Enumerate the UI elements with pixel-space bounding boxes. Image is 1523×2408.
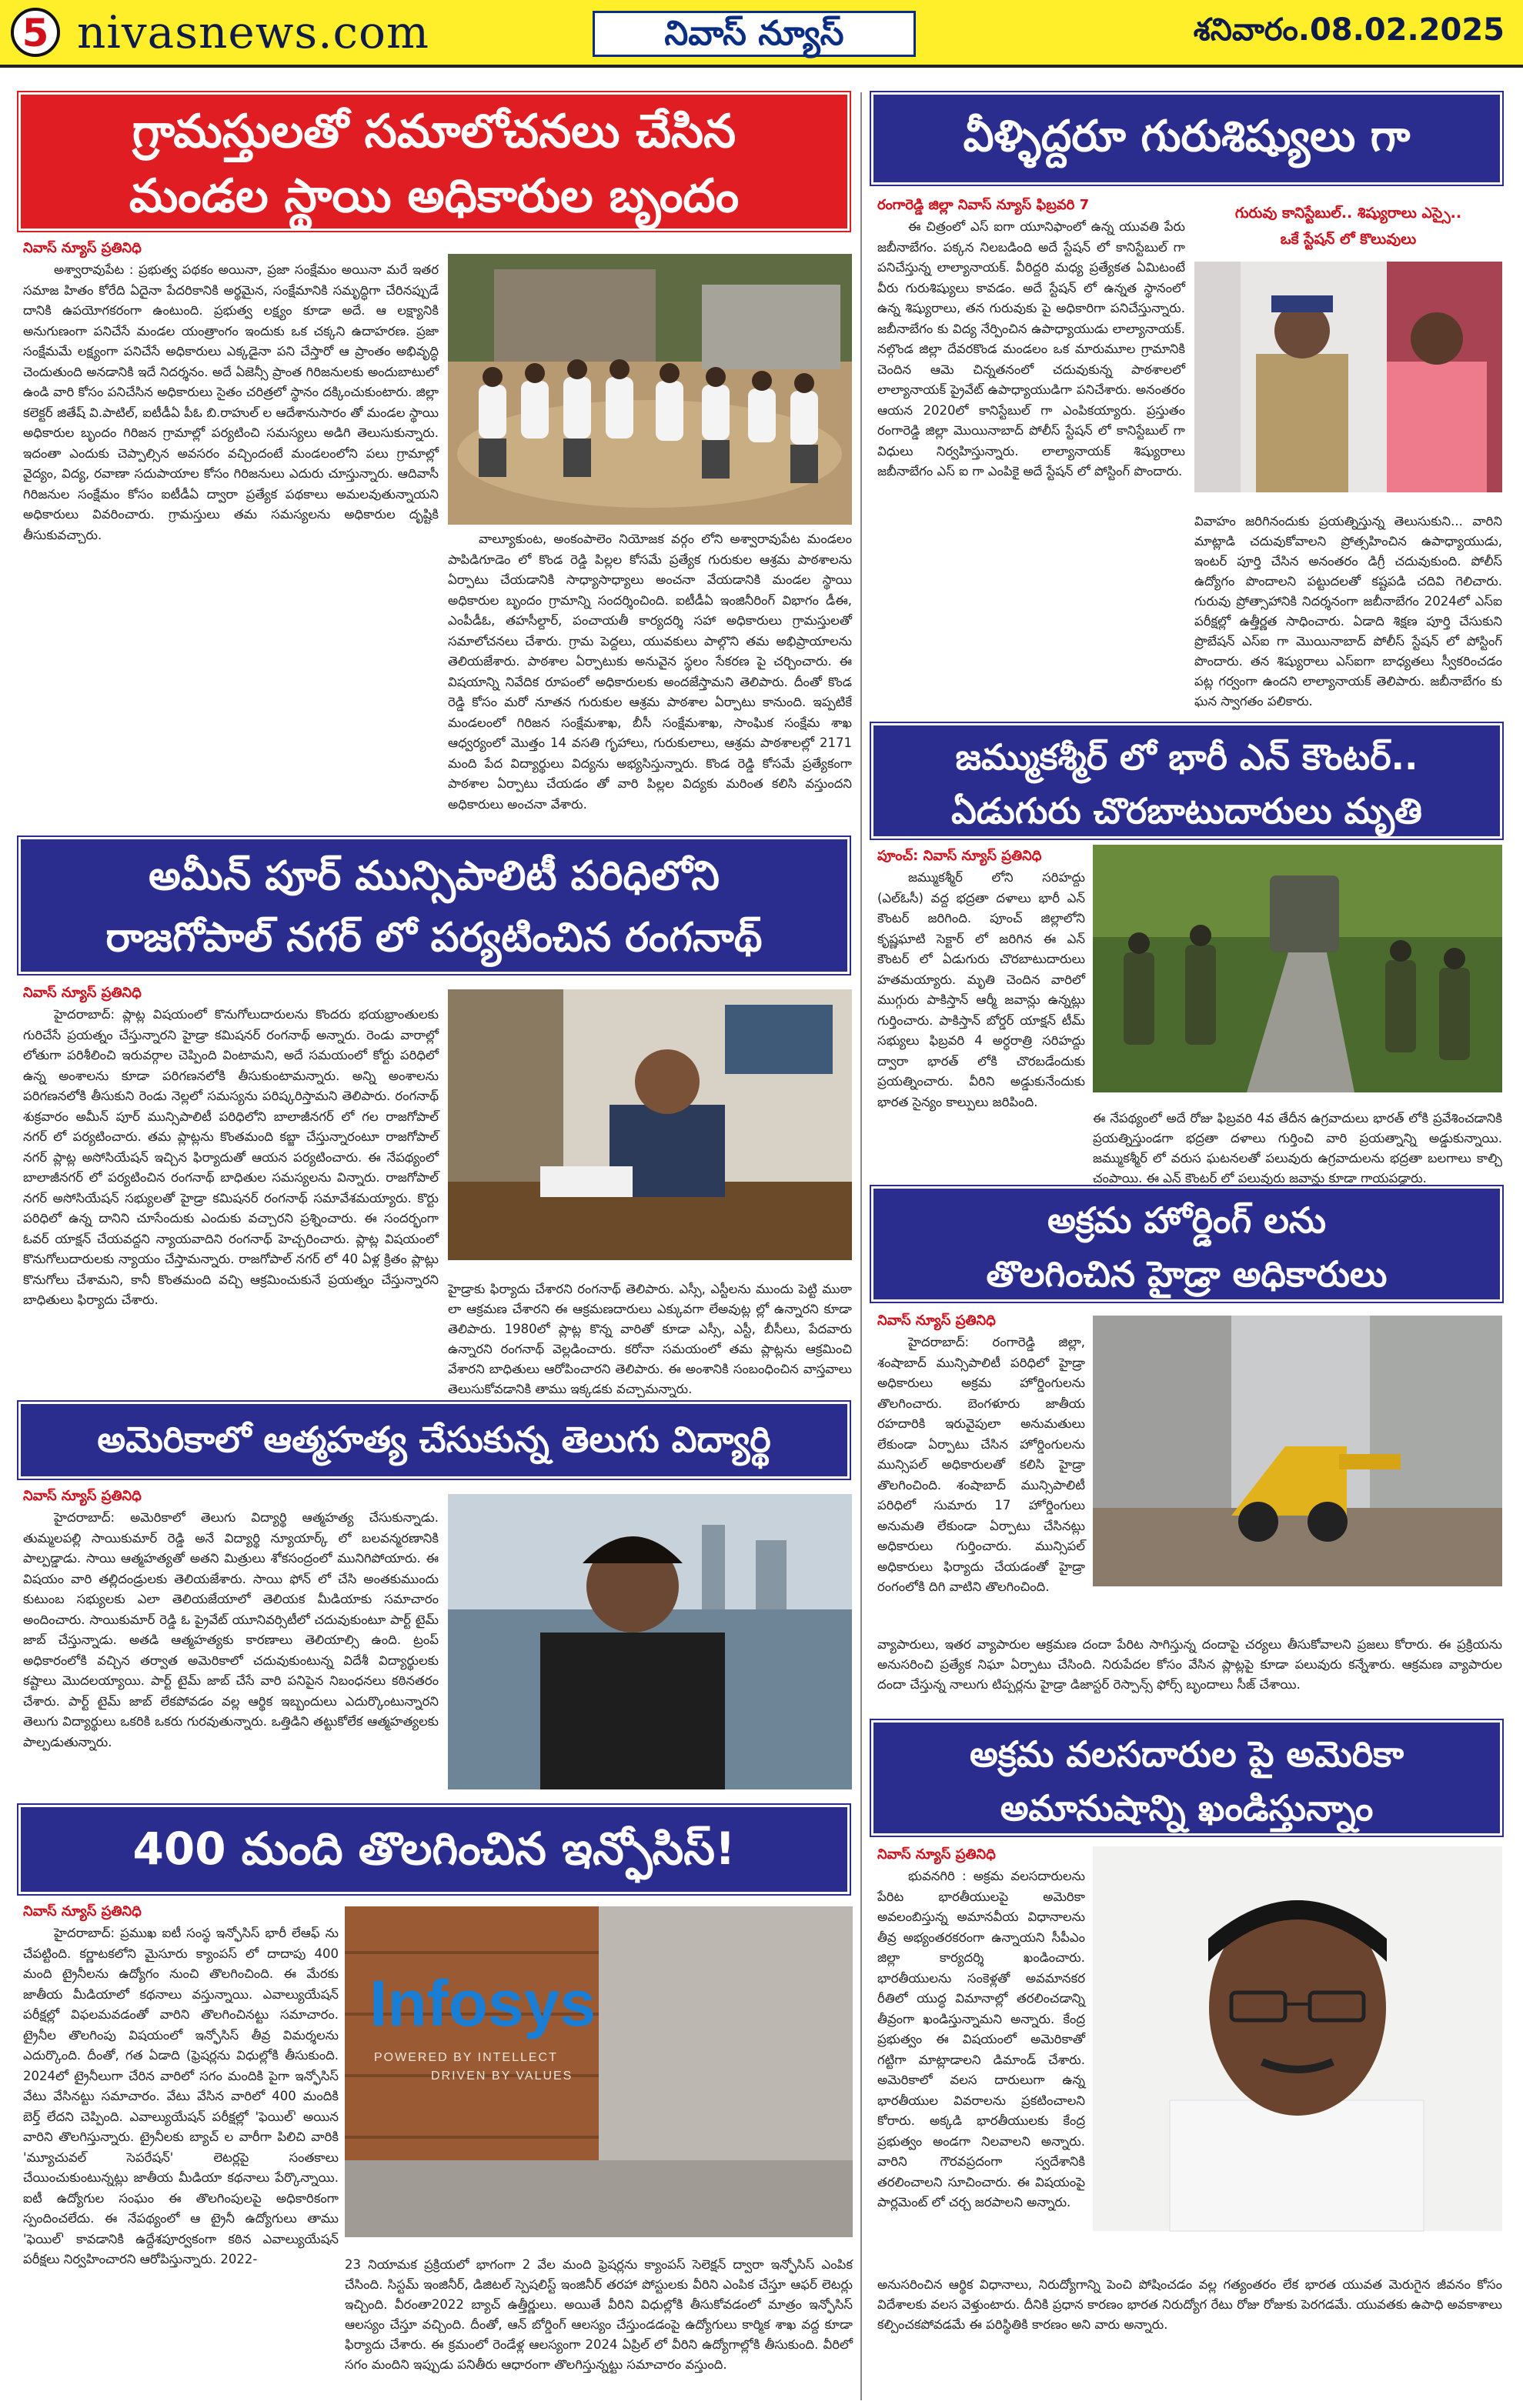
- meeting-photo: [448, 254, 852, 525]
- byline: పూంచ్: నివాస్ న్యూస్ ప్రతినిధి: [877, 848, 1042, 864]
- article-body: [877, 868, 1085, 1109]
- headline-ameenpur: [18, 837, 850, 974]
- article-text: జమ్ముకశ్మీర్ లోని సరిహద్దు (ఎల్ఓసీ) వద్ద భద్రతా దళాలు భారీ ఎన్ కౌంటర్ జరిగింది. పూంచ్ జిల్లాలోని కృష్ణఘాటి సెక్టార్ లో జరిగిన ఈ ఎన్ కౌంటర్ లో ఏడుగురు చొరబాటుదారులు హతమయ్యారు. మృతి చెందిన వారిలో ముగ్గురు పాకిస్తాన్ ఆర్మీ జవాన్లు ఉన్నట్లు గుర్తించారు. పాకిస్తాన్ బోర్డర్ యాక్షన్ టీమ్ సభ్యులు ఫిబ్రవరి 4 అర్ధరాత్రి సరిహద్దు ద్వారా భారత్ లోకి చొరబడేందుకు ప్రయత్నించారు. వీరిని అడ్డుకునేందుకు భారత సైన్యం కాల్పులు జరిపింది.: [877, 870, 1085, 1109]
- article-text: అశ్వారావుపేట : ప్రభుత్వ పథకం అయినా, ప్రజా సంక్షేమం అయినా మరే ఇతర సమాజ హితం కోరేది ఏదైనా పేదరికానికి అర్థమైన, సంక్షేమానికి సమృద్ధిగా చేరినప్పుడే దానికి ఉపయోగకరంగా ఉంటుంది. ప్రభుత్వ లక్ష్యం కూడా అదే. ఆ లక్ష్యానికి అనుగుణంగా పనిచేసే మండల యంత్రాంగం ఇందుకు ఒక చక్కని ఉదాహరణ. ప్రజా సంక్షేమమే లక్ష్యంగా పనిచేసే అధికారులు ఎక్కడైనా పని చేస్తారో ఆ ప్రాంతం అభివృద్ధి చెందుతుంది అనడానికి ఇదే నిదర్శనం. అదే ఏజెన్సీ ప్రాంత గిరిజనులకు అందుబాటులో ఉండి వారి కోసం పనిచేసిన అధికారులు సైతం చరిత్రలో స్థానం దక్కించుకుంటారు. జిల్లా కలెక్టర్ జితేష్ వి.పాటిల్, ఐటీడీఏ పీఓ బి.రాహుల్ ల ఆదేశానుసారం తో మండల స్థాయి అధికారుల బృందం గిరిజన గ్రామాల్లో పర్యటించి సమస్యలు అడిగి తెలుసుకున్నారు. ఇదంతా ఎందుకు చెప్పాల్సిన అవసరం వచ్చిందంటే మండలంలోని పలు గ్రామాల్లో వైద్యం, విద్య, రవాణా సదుపాయాల కోసం గిరిజనులు ఎదురు చూస్తున్నారు. ఆదివాసీ గిరిజనుల సంక్షేమం కోసం ఐటీడీఏ ద్వారా ప్రత్యేక పథకాలు అమలవుతున్నాయని అధికారులు వివరించారు. గ్రామస్తులు తమ సమస్యలను అధికారుల దృష్టికి తీసుకువచ్చారు.: [23, 262, 439, 542]
- infosys-tagline: POWERED BY INTELLECT: [374, 2051, 558, 2064]
- headline-guru-shishya: [871, 92, 1502, 185]
- article-text: హైదరాబాద్: అమెరికాలో తెలుగు విద్యార్థి ఆత్మహత్య చేసుకున్నాడు. తుమ్మలపల్లి సాయికుమార్ రెడ్డి అనే విద్యార్థి న్యూయార్క్ లో బలవన్మరణానికి పాల్పడ్డాడు. సాయి ఆత్మహత్యతో అతని మిత్రులు శోకసంద్రంలో మునిగిపోయారు. ఈ విషయం వారి తల్లిదండ్రులకు తెలియజేశారు. సాయి ఫోన్ లో చేసి అంతకుముందు కుటుంబ సభ్యులకు ఎలా తెలియజేయాలో తెలియక మీడియాకు సమాచారం అందించారు. సాయికుమార్ రెడ్డి ఓ ప్రైవేట్ యూనివర్సిటీలో చదువుకుంటూ పార్ట్ టైమ్ జాబ్ చేస్తున్నాడు. అతడి ఆత్మహత్యకు కారణాలు తెలియాల్సి ఉంది. ట్రంప్ అధికారంలోకి వచ్చిన తర్వాత అమెరికాలో చదువుకుంటున్న విదేశీ విద్యార్థులకు కష్టాలు మొదలయ్యాయి. పార్ట్ టైమ్ జాబ్ చేసే వారి పనిపైన నిబంధనలు కఠినతరం చేశారు. పార్ట్ టైమ్ జాబ్ లేకపోవడం వల్ల ఆర్థిక ఇబ్బందులు ఎదుర్కొంటున్నారని తెలుగు విద్యార్థులు ఒకరికి ఒకరు గురవుతున్నారు. ఒత్తిడిని తట్టుకోలేక ఆత్మహత్యలకు పాల్పడుతున్నారు.: [23, 1510, 439, 1749]
- article-body: [1194, 499, 1502, 709]
- headline-us-student: [18, 1402, 850, 1479]
- headline-hoardings: [871, 1186, 1502, 1302]
- article-body: [1093, 1096, 1502, 1186]
- photo-caption: [1194, 200, 1502, 262]
- guru-shishya-photo: [1194, 262, 1502, 492]
- article-body: [23, 260, 439, 854]
- photo-caption-line: గురువు కానిస్టేబుల్.. శిష్యురాలు ఎస్సై..: [1234, 205, 1462, 222]
- headline-line: 400 మంది తొలగించిన ఇన్ఫోసిస్!: [132, 1823, 736, 1875]
- headline-line: ఏడుగురు చొరబాటుదారులు మృతి: [951, 790, 1422, 832]
- article-body: [448, 1266, 852, 1396]
- article-body: [877, 217, 1185, 679]
- headline-line: జమ్ముకశ్మీర్ లో భారీ ఎన్ కౌంటర్..: [955, 736, 1418, 778]
- article-text: హైదరాబాద్: రంగారెడ్డి జిల్లా, శంషాబాద్ మున్సిపాలిటీ పరిధిలో హైడ్రా అధికారులు అక్రమ హోర్డింగులను తొలగించారు. బెంగళూరు జాతీయ రహదారికి ఇరువైపులా అనుమతులు లేకుండా ఏర్పాటు చేసిన హోర్డింగులను మున్సిపల్ అధికారులతో కలిసి హైడ్రా తొలగించింది. శంషాబాద్ మున్సిపాలిటీ పరిధిలో సుమారు 17 హోర్డింగులు అనుమతి లేకుండా ఏర్పాటు చేసినట్లు అధికారులు గుర్తించారు. మున్సిపల్ అధికారులు ఫిర్యాదు చేయడంతో హైడ్రా రంగంలోకి దిగి వాటిని తొలగించింది.: [877, 1335, 1085, 1594]
- headline-us-deportation: [871, 1720, 1502, 1836]
- publication-date: శనివారం.08.02.2025: [1193, 12, 1505, 48]
- article-body: [877, 1622, 1502, 1706]
- article-body: [877, 2262, 1502, 2385]
- headline-line: అమీన్ పూర్ మున్సిపాలిటీ పరిధిలోని: [149, 853, 720, 899]
- article-text: వివాహం జరిగినందుకు ప్రయత్నిస్తున్న తెలుసుకుని... వారిని మాట్లాడి చదువుకోవాలని ప్రోత్సహించిన ఉపాధ్యాయుడు, ఇంటర్ పూర్తి చేసిన అనంతరం డిగ్రీ చదువుకుంది. పోలీస్ ఉద్యోగం పొందాలని పట్టుదలతో కష్టపడి చదివి గెలిచారు. గురువు ప్రోత్సాహానికి నిదర్శనంగా జబీనాబేగం 2024లో ఎస్ఐ పరీక్షల్లో ఉత్తీర్ణత సాధించారు. ఏడాది శిక్షణ పూర్తి చేసుకుని ప్రొబేషన్ ఎస్ఐ గా మొయినాబాద్ పోలీస్ స్టేషన్ లో పోస్టింగ్ పొందారు. తన శిష్యురాలు ఎస్ఐగా బాధ్యతలు స్వీకరించడం పట్ల గర్వంగా ఉందని లాల్యానాయక్ తెలిపారు. జబీనాబేగం కు ఘన స్వాగతం పలికారు.: [1194, 513, 1502, 709]
- article-body: [877, 1332, 1085, 1617]
- speaker-portrait: [1093, 1846, 1502, 2231]
- infosys-tagline: DRIVEN BY VALUES: [431, 2069, 573, 2083]
- paper-name: నివాస్ న్యూస్: [593, 11, 916, 57]
- headline-line: గ్రామస్తులతో సమాలోచనలు చేసిన: [132, 105, 736, 158]
- byline: నివాస్ న్యూస్ ప్రతినిధి: [877, 1312, 996, 1329]
- article-text: అనుసరించిన ఆర్థిక విధానాలు, నిరుద్యోగాన్ని పెంచి పోషించడం వల్ల గత్యంతరం లేక భారత యువత మెరుగైన జీవనం కోసం విదేశాలకు వలస వెళ్తుంటారు. దీనికి ప్రధాన కారణం భారత నిరుద్యోగ రేటు రోజు రోజుకు పెరగడమే. యువతకు ఉపాధి అవకాశాలు కల్పించకపోవడమే ఈ పరిస్థితికి కారణం అని వారు అన్నారు.: [877, 2276, 1502, 2332]
- encounter-photo: [1093, 845, 1502, 1092]
- article-text: హైదరాబాద్: ప్లాట్ల విషయంలో కొనుగోలుదారులను కొందరు భయభ్రాంతులకు గురిచేసే ప్రయత్నం చేస్తున్నారని హైడ్రా కమిషనర్ రంగనాథ్ అన్నారు. రెండు వారాల్లో లోతుగా పరిశీలించి ఇరువర్గాల చెప్పింది వింటామని, అదే సమయంలో కోర్టు పరిధిలో ఉన్న అంశాలను కూడా పరిగణనలోకి తీసుకుంటామన్నారు. అన్ని అంశాలను పరిగణనలోకి తీసుకుని రెండు నెల్లలో సమస్యను పరిష్కరిస్తామని తెలిపారు. రంగనాథ్ శుక్రవారం అమీన్ పూర్ మున్సిపాలిటీ పరిధిలోని బాలాజీనగర్ లో గల రాజగోపాల్ నగర్ లో పర్యటించారు. తమ ప్లాట్లను కొంతమంది కబ్జా చేస్తున్నారంటూ రాజగోపాల్ నగర్ ప్లాట్ల అసోసియేషన్ ఇచ్చిన ఫిర్యాదుతో ఆయన పర్యటించారు. ఈ నేపథ్యంలో బాలాజీనగర్ లో పర్యటించిన రంగనాథ్ బాధితుల సమస్యలను విన్నారు. రాజగోపాల్ నగర్ అసోసియేషన్ సభ్యులతో హైడ్రా కమిషనర్ రంగనాథ్ సమావేశమయ్యారు. కొర్టు పరిధిలో ఉన్న దానిని చూసేందుకు ఎందుకు వచ్చారని ప్రశ్నించారు. ఈ సందర్భంగా ఓవర్ యాక్షన్ చేయవద్దని న్యాయవాదిని రంగనాథ్ హెచ్చరించారు. ప్లాట్ల విషయంలో కొనుగోలుదారులకు న్యాయం చేస్తామన్నారు. రాజగోపాల్ నగర్ లో 40 ఏళ్ల క్రితం ప్లాట్లు కొనుగోలు చేశామని, కానీ కొంతమంది వచ్చి ఆక్రమించుకునే ప్రయత్నం చేస్తున్నారని బాధితులు ఫిర్యాదు చేశారు.: [23, 1007, 439, 1307]
- infosys-logo: Infosys: [369, 1967, 596, 2039]
- photo-caption-line: ఒకే స్టేషన్ లో కొలువులు: [1280, 231, 1417, 248]
- article-body: [448, 529, 852, 854]
- article-text: భువనగిరి : అక్రమ వలసదారులను పేరిట భారతీయులపై అమెరికా అవలంబిస్తున్న అమానవీయ విధానాలను తీవ్ర అభ్యంతరకరంగా ఉన్నాయని సీపీఎం జిల్లా కార్యదర్శి ఖండించారు. భారతీయులను సంకెళ్లతో అవమానకర రీతిలో యుద్ధ విమానాల్లో తరలించడాన్ని తీవ్రంగా ఖండిస్తున్నామని అన్నారు. కేంద్ర ప్రభుత్వం ఈ విషయంలో అమెరికాతో గట్టిగా మాట్లాడాలని డిమాండ్ చేశారు. అమెరికాలో వలస దారులుగా ఉన్న భారతీయుల వివరాలను ప్రకటించాలని కోరారు. అక్కడి భారతీయులకు కేంద్ర ప్రభుత్వం అండగా నిలవాలని అన్నారు. వారిని గౌరవప్రదంగా స్వదేశానికి తరలించాలని సూచించారు. ఈ విషయంపై పార్లమెంట్ లో చర్చ జరపాలని అన్నారు.: [877, 1869, 1085, 2210]
- article-body: [877, 1866, 1085, 2259]
- byline: నివాస్ న్యూస్ ప్రతినిధి: [877, 1846, 996, 1863]
- headline-line: అక్రమ హోర్డింగ్ లను: [1047, 1199, 1327, 1241]
- headline-line: అమానుషాన్ని ఖండిస్తున్నాం: [1000, 1787, 1374, 1829]
- byline: నివాస్ న్యూస్ ప్రతినిధి: [23, 1903, 142, 1919]
- page-number: 5: [11, 8, 60, 57]
- site-name[interactable]: nivasnews.com: [77, 6, 429, 58]
- student-photo: [448, 1494, 852, 1789]
- article-text: ఈ చిత్రంలో ఎస్ ఐగా యూనిఫాంలో ఉన్న యువతి పేరు జబీనాబేగం. పక్కన నిలబడింది అదే స్టేషన్ లో కానిస్టేబుల్ గా పనిచేస్తున్న లాల్యానాయక్. వీరిద్దరి మధ్య ప్రత్యేకత ఏమిటంటే వీరు గురుశిష్యులు కావడం. అదే స్టేషన్ లో ఉన్నత స్థానంలో ఉన్న శిష్యురాలు, తన గురువుకు పై అధికారిగా పనిచేస్తున్నారు. జబీనాబేగం కు విద్య నేర్పించిన ఉపాధ్యాయుడు లాల్యానాయక్. నల్గొండ జిల్లా దేవరకొండ మండలం ఒక మారుమూల గ్రామానికి చెందిన ఆమె చిన్నతనంలో చదువుకున్న పాఠశాలలో లాల్యానాయక్ ప్రైవేట్ ఉపాధ్యాయుడిగా పనిచేశారు. అనంతరం ఆయన 2020లో కానిస్టేబుల్ గా ఎంపికయ్యారు. ప్రస్తుతం రంగారెడ్డి జిల్లా మొయినాబాద్ పోలీస్ స్టేషన్ లో కానిస్టేబుల్ గా విధులు నిర్వహిస్తున్నారు. లాల్యానాయక్ శిష్యురాలు జబీనాబేగం ఎస్ ఐ గా ఎంపికై అదే స్టేషన్ లో పోస్టింగ్ పొందారు.: [877, 219, 1185, 479]
- headline-line: అక్రమ వలసదారుల పై అమెరికా: [969, 1733, 1404, 1775]
- article-body: [23, 1508, 439, 1793]
- article-body: [23, 1923, 339, 2385]
- article-text: వాల్యూకుంట, అంకంపాలెం నియోజక వర్గం లోని అశ్వారావుపేట మండలం పాపిడిగూడెం లో కొండ రెడ్డి పిల్లల కోసమే ప్రత్యేక గురుకుల ఆశ్రమ పాఠశాలను ఏర్పాటు చేయడానికి సాధ్యాసాధ్యాలు అంచనా వేయడానికి మండల స్థాయి అధికారుల బృందం గ్రామాన్ని సందర్శించింది. ఐటీడీఏ ఇంజినీరింగ్ విభాగం డీఈ, ఎంపీడీఓ, తహసీల్దార్, పంచాయతీ కార్యదర్శి సహా అధికారులు గ్రామస్తులతో సమాలోచనలు చేశారు. గ్రామ పెద్దలు, యువకులు పాల్గొని తమ అభిప్రాయాలను తెలియజేశారు. పాఠశాల ఏర్పాటుకు అనువైన స్థలం సేకరణ పై చర్చించారు. ఈ విషయాన్ని నివేదిక రూపంలో అధికారులకు అందజేస్తామని తెలిపారు. దీంతో కొండ రెడ్డి కోసం మరో నూతన గురుకుల ఆశ్రమ పాఠశాల ఏర్పాటు కానుంది. ఇప్పటికే మండలంలో గిరిజన సంక్షేమశాఖ, బీసీ సంక్షేమశాఖ, సాంఘిక సంక్షేమ శాఖ ఆధ్వర్యంలో మొత్తం 14 వసతి గృహాలు, గురుకులాలు, ఆశ్రమ పాఠశాలల్లో 2171 మంది పేద విద్యార్థులు విద్యను అభ్యసిస్తున్నారు. కొండ రెడ్డి కోసమే ప్రత్యేకంగా పాఠశాల ఏర్పాటు చేయడం తో వారి పిల్లల విద్యకు మరింత కలిసి వస్తుందని అధికారులు అంచనా వేశారు.: [448, 532, 852, 812]
- byline: నివాస్ న్యూస్ ప్రతినిధి: [23, 240, 142, 256]
- article-body: [345, 2242, 853, 2388]
- masthead: [0, 0, 1523, 68]
- headline-line: వీళ్ళిద్దరూ గురుశిష్యులు గా: [963, 112, 1411, 162]
- demolition-photo: [1093, 1316, 1502, 1586]
- headline-infosys: [18, 1805, 850, 1894]
- article-body: [23, 1005, 439, 1359]
- article-text: ఈ నేపథ్యంలో అదే రోజు ఫిబ్రవరి 4వ తేదీన ఉగ్రవాదులు భారత్ లోకి ప్రవేశించడానికి ప్రయత్నిస్తుండగా భద్రతా దళాలు గుర్తించి వారి ప్రయత్నాన్ని అడ్డుకున్నాయి. జమ్ముకశ్మీర్ లో వరుస ఘటనలతో పలువురు ఉగ్రవాదులను భద్రతా బలగాలు కాల్చి చంపాయి. ఈ ఎన్ కౌంటర్ లో పలువురు జవాన్లు కూడా గాయపడ్డారు.: [1093, 1110, 1502, 1186]
- headline-line: రాజగోపాల్ నగర్ లో పర్యటించిన రంగనాథ్: [105, 915, 763, 961]
- byline: నివాస్ న్యూస్ ప్రతినిధి: [23, 985, 142, 1001]
- byline: రంగారెడ్డి జిల్లా నివాస్ న్యూస్ ఫిబ్రవరి 7: [877, 197, 1090, 213]
- column-divider: [860, 92, 862, 2400]
- headline-villagers-discussion: [18, 92, 850, 231]
- article-text: వ్యాపారులు, ఇతర వ్యాపారుల ఆక్రమణ దందా పేరిట సాగిస్తున్న దందాపై చర్యలు తీసుకోవాలని ప్రజలు కోరారు. ఈ ప్రక్రియను అనుసరించి ప్రత్యేక నిఘా ఏర్పాటు చేసింది. నిరుపేదల కోసం వేసిన ప్లాట్లపై కూడా పలువురు కన్నేశారు. ఆక్రమణ వ్యాపారుల దందా చేస్తున్న నాలుగు టిప్పర్లను హైడ్రా డిజాస్టర్ రెస్పాన్స్ ఫోర్స్ బృందాలు సీజ్ చేశాయి.: [877, 1636, 1502, 1692]
- article-text: హైడ్రాకు ఫిర్యాదు చేశారని రంగనాథ్ తెలిపారు. ఎస్సీ, ఎస్టీలను ముందు పెట్టి ముఠా లా ఆక్రమణ చేశారని ఈ ఆక్రమణదారులు ఎక్కువగా లేఅవుట్ల ల్లో ఉన్నారని కూడా తెలిపారు. 1980లో ప్లాట్ల కొన్న వారితో కూడా ఎస్సీ, ఎస్టీ, బీసీలు, పేదవారు ఉన్నారని రంగనాథ్ వెల్లడించారు. కరోనా సమయంలో తమ ప్లాట్లను ఆక్రమించి వేశారని బాధితులు ఆరోపించారని తెలిపారు. ఈ అంశానికి సంబంధించిన వాస్తవాలు తెలుసుకోవడానికి తాము ఇక్కడకు వచ్చామన్నారు.: [448, 1281, 852, 1396]
- byline: నివాస్ న్యూస్ ప్రతినిధి: [23, 1488, 142, 1504]
- ranganath-photo: [448, 989, 852, 1260]
- headline-jk-encounter: [871, 723, 1502, 839]
- article-text: హైదరాబాద్: ప్రముఖ ఐటీ సంస్థ ఇన్ఫోసిస్ భారీ లేఆఫ్ ను చేపట్టింది. కర్ణాటకలోని మైసూరు క్యాంపస్ లో దాదాపు 400 మంది ట్రైనీలను ఉద్యోగం నుంచి తొలగించింది. ఈ మేరకు జాతీయ మీడియాలో కథనాలు వస్తున్నాయి. ఎవాల్యుయేషన్ పరీక్షల్లో విఫలమవడంతో వారిని తొలగించినట్టు సమాచారం. ట్రైనీల తొలగింపు విషయంలో ఇన్ఫోసిస్ తీవ్ర విమర్శలను ఎదుర్కొంది. దీంతో, గత ఏడాది (ఫ్రెషర్లను విధుల్లోకి తీసుకుంది. 2024లో ట్రైనీలుగా చేరిన వారిలో సగం మందికి పైగా ఇన్ఫోసిస్ వేటు వేసినట్టు సమాచారం. వేటు వేసిన వారిలో 400 మందికి బెర్త్ లేదని చెప్పింది. ఎవాల్యుయేషన్ పరీక్షల్లో 'ఫెయిల్' అయిన వారిని తొలగిస్తున్నారు. ట్రైనీలకు బ్యాచ్ ల వారీగా పిలిచి వారికి 'మ్యూచువల్ సెపరేషన్' లెటర్లపై సంతకాలు చేయించుకుంటున్నట్లు జాతీయ మీడియా కథనాలు పేర్కొన్నాయి. ఐటీ ఉద్యోగుల సంఘం ఈ తొలగింపులపై అధికారికంగా స్పందించలేదు. ఈ నేపథ్యంలో ఆ ట్రైనీ ఉద్యోగులు తాము 'ఫెయిల్' కావడానికి ఉద్దేశపూర్వకంగా కఠిన ఎవాల్యుయేషన్ పరీక్షలు నిర్వహించారని ఆరోపిస్తున్నారు. 2022-: [23, 1926, 339, 2266]
- headline-line: తొలగించిన హైడ్రా అధికారులు: [986, 1253, 1388, 1295]
- headline-line: మండల స్థాయి అధికారుల బృందం: [129, 169, 740, 223]
- article-text: 23 నియామక ప్రక్రియలో భాగంగా 2 వేల మంది ఫ్రెషర్లను క్యాంపస్ సెలెక్షన్ ద్వారా ఇన్ఫోసిస్ ఎంపిక చేసింది. సిస్టమ్ ఇంజినీర్, డిజిటల్ స్పెషలిస్ట్ ఇంజినీర్ తరహా పోస్టులకు వీరిని ఎంపిక చేస్తూ ఆఫర్ లెటర్లు ఇచ్చింది. వీరంతా2022 బ్యాచ్ ఉత్తీర్ణులు. అయితే వీరిని విధుల్లోకి తీసుకోవడంలో మాత్రం ఇన్ఫోసిస్ ఆలస్యం చేస్తూ వచ్చింది. దీంతో, ఆన్ బోర్డింగ్ ఆలస్యం చేస్తుండడంపై ఉద్యోగులు కార్మిక శాఖ వద్ద కూడా ఫిర్యాదు చేశారు. ఈ క్రమంలో రెండేళ్ల ఆలస్యంగా 2024 ఏప్రిల్ లో వీరిని ఉద్యోగాల్లోకి తీసుకుంది. వీరిలో సగం మందిని ఇప్పుడు పనితీరు ఆధారంగా తొలగిస్తున్నట్టు సమాచారం వస్తుంది.: [345, 2256, 853, 2372]
- headline-line: అమెరికాలో ఆత్మహత్య చేసుకున్న తెలుగు విద్యార్థి: [97, 1419, 771, 1460]
